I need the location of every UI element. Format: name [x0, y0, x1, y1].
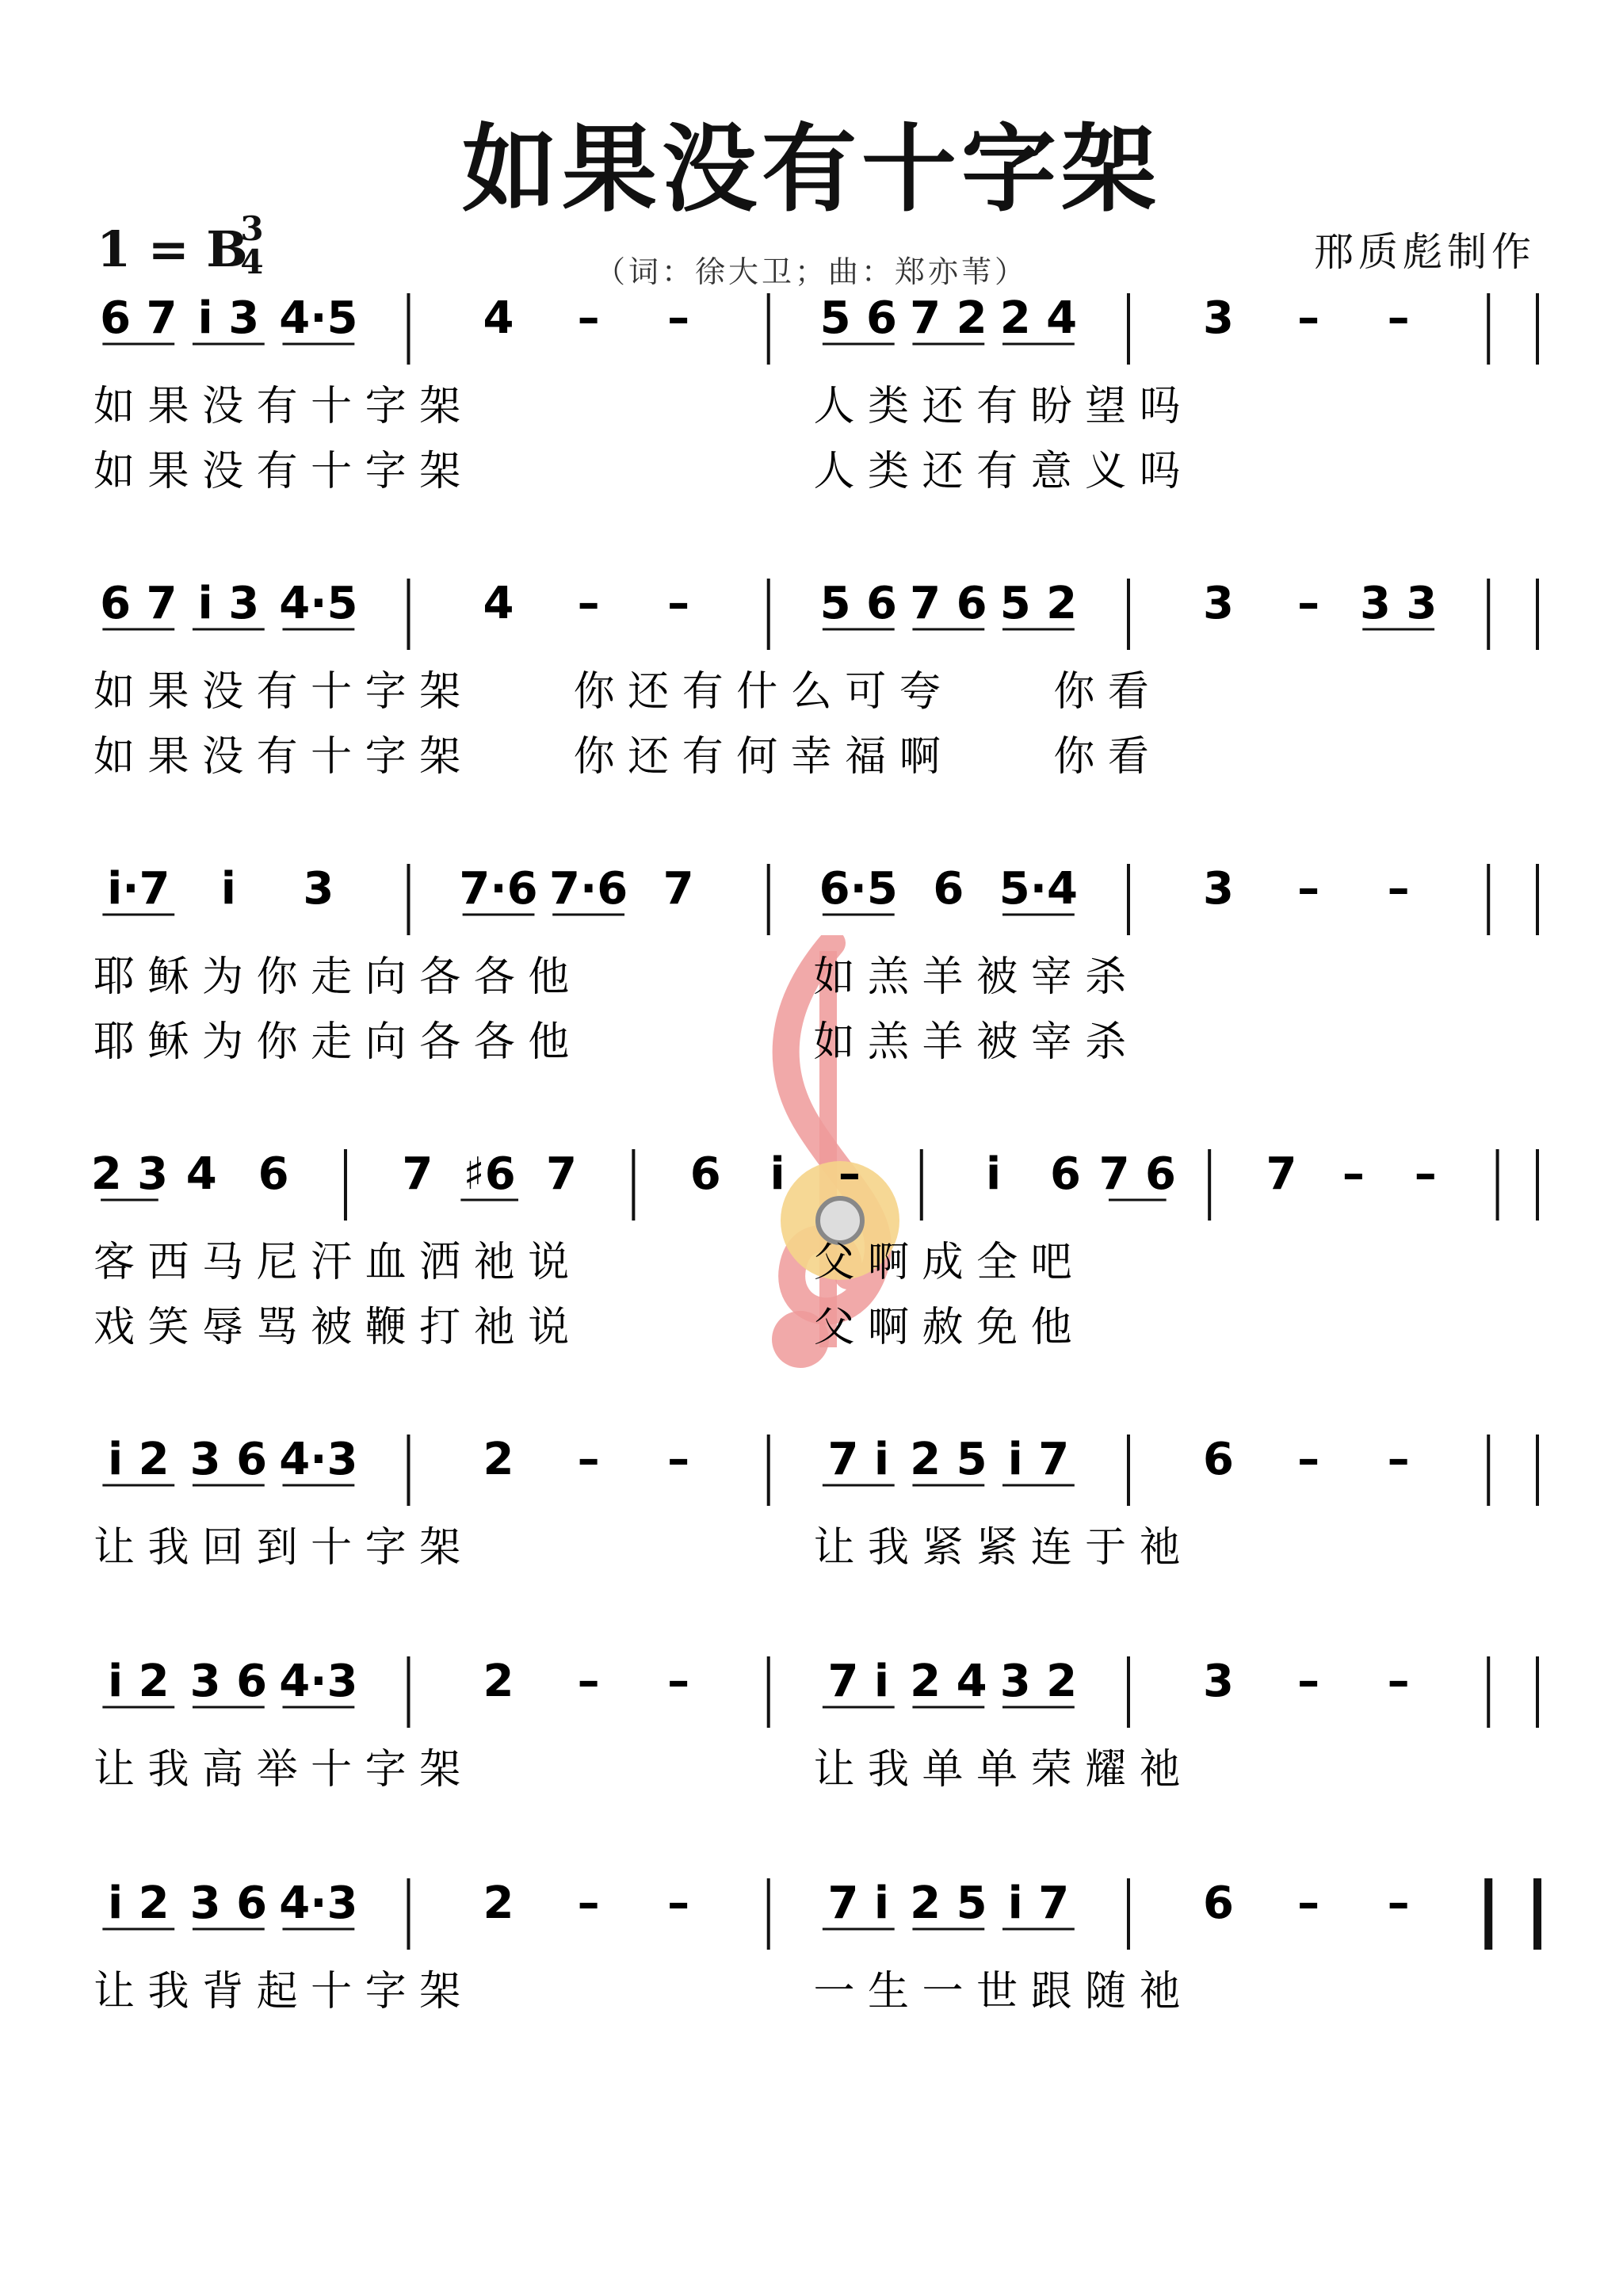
note: 3 6 — [189, 1656, 268, 1707]
note: i·7 — [107, 863, 170, 915]
system-4 — [91, 1148, 1498, 1351]
lyric-line: 你 还 有 什 么 可 夸 — [573, 668, 941, 716]
note: – — [1387, 1878, 1410, 1929]
note: – — [1387, 292, 1410, 344]
note: 5 2 — [999, 578, 1078, 629]
note: 7 i — [827, 1656, 890, 1707]
note: 5 6 — [819, 292, 897, 344]
note: 4·3 — [279, 1656, 358, 1707]
note: 2 3 — [90, 1148, 169, 1200]
note: – — [667, 292, 690, 344]
lyric-line: 你 看 — [1053, 668, 1149, 716]
lyric-line: 客 西 马 尼 汗 血 洒 祂 说 — [94, 1239, 570, 1286]
note: 2 — [483, 1434, 514, 1485]
note: – — [577, 1434, 600, 1485]
lyric-line: 你 还 有 何 幸 福 啊 — [573, 733, 941, 781]
meter-top: 3 — [240, 209, 264, 248]
credits: （词：徐大卫；曲：郑亦苇） — [594, 254, 1028, 289]
note: 2 4 — [910, 1656, 987, 1707]
note: 5·4 — [999, 863, 1079, 915]
note: i 2 — [107, 1878, 170, 1929]
system-1 — [94, 292, 1488, 495]
lyric-line: 让 我 背 起 十 字 架 — [94, 1968, 461, 2015]
system-5 — [94, 1434, 1488, 1572]
note: 2 4 — [999, 292, 1078, 344]
note: – — [1297, 1656, 1320, 1707]
system-3 — [94, 863, 1488, 1066]
lyric-line: 如 果 没 有 十 字 架 — [94, 668, 461, 716]
note: 4·5 — [279, 578, 358, 629]
note: – — [1387, 863, 1410, 915]
note: 4·5 — [279, 292, 358, 344]
note: i 7 — [1007, 1434, 1070, 1485]
note: – — [1297, 578, 1320, 629]
note: 3 6 — [189, 1878, 268, 1929]
note: 6 — [258, 1148, 289, 1200]
lyric-line: 父 啊 赦 免 他 — [813, 1304, 1072, 1351]
note: 7 — [1266, 1148, 1297, 1200]
note: 7 6 — [910, 578, 987, 629]
note: – — [838, 1148, 861, 1200]
note: 4 — [483, 578, 514, 629]
maker-label: 邢质彪制作 — [1314, 229, 1536, 275]
note: 3 3 — [1359, 578, 1438, 629]
note: 7·6 — [548, 863, 628, 915]
lyric-line: 你 看 — [1053, 733, 1149, 781]
page-title: 如果没有十字架 — [462, 113, 1161, 225]
note: 6 7 — [100, 292, 178, 344]
note: 2 — [483, 1878, 514, 1929]
note: 3 — [1203, 578, 1235, 629]
lyric-line: 如 羔 羊 被 宰 杀 — [813, 953, 1127, 1001]
note: 7 2 — [910, 292, 987, 344]
note: 3 — [303, 863, 334, 915]
note: 5 6 — [819, 578, 897, 629]
note: i — [986, 1148, 1002, 1200]
lyric-line: 耶 稣 为 你 走 向 各 各 他 — [94, 1018, 570, 1066]
note: 6 — [689, 1148, 721, 1200]
note: 6 — [1049, 1148, 1081, 1200]
note: – — [577, 1878, 600, 1929]
lyric-line: 如 羔 羊 被 宰 杀 — [813, 1018, 1127, 1066]
note: – — [577, 1656, 600, 1707]
note: i 3 — [197, 578, 260, 629]
note: – — [1297, 863, 1320, 915]
note: 3 2 — [999, 1656, 1078, 1707]
lyric-line: 如 果 没 有 十 字 架 — [94, 733, 461, 781]
note: i — [220, 863, 236, 915]
lyric-line: 让 我 紧 紧 连 于 祂 — [813, 1524, 1181, 1572]
note: – — [1387, 1434, 1410, 1485]
note: i 2 — [107, 1656, 170, 1707]
note: 2 5 — [910, 1878, 987, 1929]
lyric-line: 让 我 回 到 十 字 架 — [94, 1524, 461, 1572]
note: – — [667, 1878, 690, 1929]
note: 7 — [402, 1148, 433, 1200]
lyric-line: 让 我 高 举 十 字 架 — [94, 1746, 461, 1794]
note: 6·5 — [819, 863, 898, 915]
lyric-line: 如 果 没 有 十 字 架 — [94, 448, 461, 495]
note: – — [577, 292, 600, 344]
note: i 3 — [197, 292, 260, 344]
note: – — [1414, 1148, 1437, 1200]
note: 4·3 — [279, 1434, 358, 1485]
lyric-line: 父 啊 成 全 吧 — [813, 1239, 1072, 1286]
note: 7 i — [827, 1434, 890, 1485]
system-7 — [94, 1878, 1488, 2015]
note: – — [667, 1656, 690, 1707]
note: 7 6 — [1098, 1148, 1177, 1200]
lyric-line: 耶 稣 为 你 走 向 各 各 他 — [94, 953, 570, 1001]
note: 2 5 — [910, 1434, 987, 1485]
key-signature: 1 = B — [97, 220, 248, 278]
note: – — [667, 578, 690, 629]
note: 6 — [1203, 1878, 1235, 1929]
note: 7 — [546, 1148, 578, 1200]
note: 6 — [933, 863, 964, 915]
lyric-line: 如 果 没 有 十 字 架 — [94, 383, 461, 430]
note: – — [1297, 292, 1320, 344]
note: 7 — [663, 863, 694, 915]
note: 6 7 — [100, 578, 178, 629]
note: 3 — [1203, 863, 1235, 915]
note: i 2 — [107, 1434, 170, 1485]
note: 3 — [1203, 1656, 1235, 1707]
system-6 — [94, 1656, 1488, 1794]
lyric-line: 一 生 一 世 跟 随 祂 — [813, 1968, 1181, 2015]
note: 7 i — [827, 1878, 890, 1929]
note: – — [577, 578, 600, 629]
note: 3 6 — [189, 1434, 268, 1485]
note: i — [769, 1148, 785, 1200]
note: 4 — [185, 1148, 217, 1200]
note: – — [1297, 1434, 1320, 1485]
note: 3 — [1203, 292, 1235, 344]
note: 4 — [483, 292, 514, 344]
meter-bottom: 4 — [240, 243, 264, 281]
note: – — [1387, 1656, 1410, 1707]
lyric-line: 戏 笑 辱 骂 被 鞭 打 祂 说 — [94, 1304, 570, 1351]
lyric-line: 让 我 单 单 荣 耀 祂 — [813, 1746, 1181, 1794]
note: 7·6 — [459, 863, 538, 915]
note: 6 — [1203, 1434, 1235, 1485]
note: – — [1342, 1148, 1365, 1200]
lyric-line: 人 类 还 有 盼 望 吗 — [813, 383, 1181, 430]
note: 4·3 — [279, 1878, 358, 1929]
note: i 7 — [1007, 1878, 1070, 1929]
lyric-line: 人 类 还 有 意 义 吗 — [813, 448, 1181, 495]
note: – — [1297, 1878, 1320, 1929]
note: ♯6 — [463, 1148, 516, 1200]
system-2 — [94, 578, 1488, 781]
note: – — [667, 1434, 690, 1485]
note: 2 — [483, 1656, 514, 1707]
